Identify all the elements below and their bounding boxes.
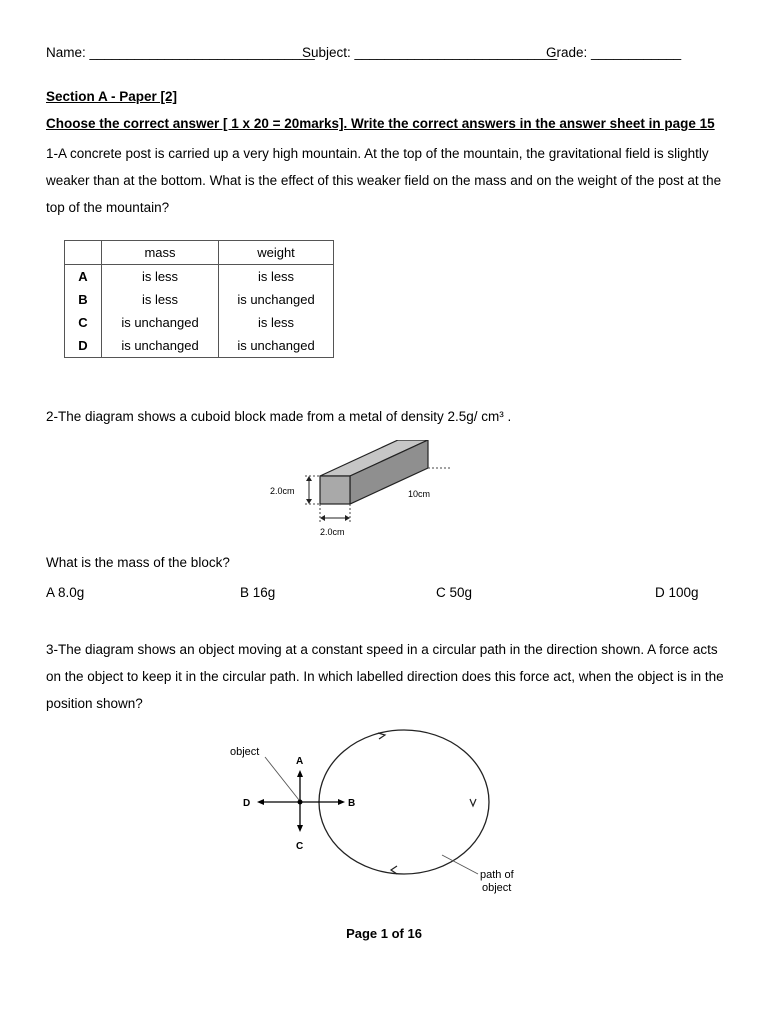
height-label: 2.0cm (270, 486, 295, 496)
page-number: Page 1 of 16 (346, 926, 422, 941)
weight-cell: is less (219, 265, 334, 289)
option-c[interactable]: C 50g (436, 585, 473, 600)
label-b: B (348, 798, 356, 809)
path-label-line2: object (482, 882, 512, 894)
option-a[interactable]: A 8.0g (46, 585, 85, 600)
question-2-prompt: What is the mass of the block? (46, 555, 230, 570)
table-header-mass: mass (102, 241, 219, 265)
arrow-d-head (257, 799, 264, 805)
arrow-c-head (297, 825, 303, 832)
weight-cell: is unchanged (219, 288, 334, 311)
width-arrow-head-left (320, 515, 325, 521)
arrow-a-head (297, 770, 303, 777)
mass-cell: is unchanged (102, 311, 219, 334)
label-c: C (296, 841, 304, 852)
width-label: 2.0cm (320, 527, 345, 537)
section-instructions: Choose the correct answer [ 1 x 20 = 20marks]. Write the correct answers in the answer sheet in page 15 (46, 116, 715, 131)
table-row (65, 334, 334, 358)
table-row (65, 311, 334, 334)
height-arrow-head-up (306, 476, 312, 481)
object-label: object (230, 746, 260, 758)
row-label: C (65, 311, 102, 334)
option-b[interactable]: B 16g (240, 585, 276, 600)
table-row (65, 265, 334, 289)
mass-weight-table (64, 240, 334, 358)
table-row (65, 288, 334, 311)
mass-cell: is less (102, 265, 219, 289)
section-title: Section A - Paper [2] (46, 89, 178, 104)
height-arrow-head-down (306, 499, 312, 504)
grade-field-label: Grade: ____________ (546, 45, 682, 60)
row-label: A (65, 265, 102, 289)
mass-cell: is unchanged (102, 334, 219, 358)
circular-motion-diagram (220, 725, 540, 905)
weight-cell: is less (219, 311, 334, 334)
path-arrow-right (470, 799, 476, 806)
option-d[interactable]: D 100g (655, 585, 699, 600)
path-arrow-top (378, 733, 385, 739)
row-label: B (65, 288, 102, 311)
table-corner-cell (65, 241, 102, 265)
width-arrow-head-right (345, 515, 350, 521)
question-3-text: 3-The diagram shows an object moving at a constant speed in a circular path in the direction shown. A force acts on the object to keep it in the circular path. In which labelled direction does this force act, when the object is in the position shown? (46, 642, 724, 711)
object-pointer-line (265, 757, 299, 800)
weight-cell: is unchanged (219, 334, 334, 358)
table-header-weight: weight (219, 241, 334, 265)
label-d: D (243, 798, 251, 809)
cuboid-front-face (320, 476, 350, 504)
subject-field-label: Subject: ___________________________ (302, 45, 558, 60)
label-a: A (296, 756, 304, 767)
arrow-b-head (338, 799, 345, 805)
cuboid-diagram (265, 440, 465, 540)
mass-cell: is less (102, 288, 219, 311)
question-1-text: 1-A concrete post is carried up a very high mountain. At the top of the mountain, the gravitational field is slightly weaker than at the bottom. What is the effect of this weaker field on the mass and on the weight of the post at the top of the mountain? (46, 146, 722, 215)
name-field-label: Name: ______________________________ (46, 45, 315, 60)
path-label-line1: path of (480, 869, 514, 881)
length-label: 10cm (408, 489, 431, 499)
row-label: D (65, 334, 102, 358)
question-2-text: 2-The diagram shows a cuboid block made from a metal of density 2.5g/ cm³ . (46, 409, 512, 424)
